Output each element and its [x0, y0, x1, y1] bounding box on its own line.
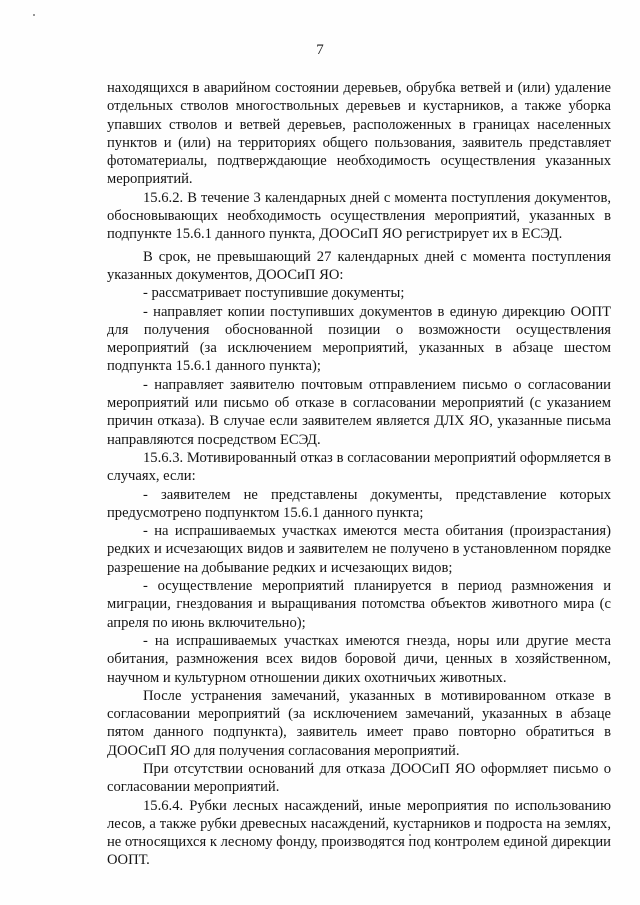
paragraph-approval-letter: При отсутствии оснований для отказа ДООСиП ЯО оформляет письмо о согласовании мероприятий. — [107, 760, 611, 796]
clause-15-6-3: 15.6.3. Мотивированный отказ в согласовании мероприятий оформляется в случаях, если: — [107, 449, 611, 485]
list-item-breeding-period: - осуществление мероприятий планируется в период размножения и миграции, гнездования и выращивания потомства объектов животного мира (с апреля по июнь включительно); — [107, 578, 611, 631]
list-item-no-documents: - заявителем не представлены документы, представление которых предусмотрено подпунктом 15.6.1 данного пункта; — [107, 486, 611, 521]
list-item-review: - рассматривает поступившие документы; — [143, 285, 405, 302]
list-item-nests: - на испрашиваемых участках имеются гнезда, норы или другие места обитания, размножения всех видов боровой дичи, ценных в хозяйственном, научном и культурном отношении диких охотничьих животных. — [107, 632, 611, 686]
document-body — [107, 79, 611, 870]
paragraph-deadline: В срок, не превышающий 27 календарных дней с момента поступления указанных документов, ДООСиП ЯО: — [107, 248, 611, 283]
scan-speck — [33, 14, 35, 16]
clause-15-6-2: 15.6.2. В течение 3 календарных дней с момента поступления документов, обосновывающих необходимость осуществления мероприятий, указанных в подпункте 15.6.1 данного пункта, ДООСиП ЯО регистрирует их в ЕСЭД. — [107, 189, 611, 243]
page-number: 7 — [316, 42, 324, 58]
clause-15-6-4: 15.6.4. Рубки лесных насаждений, иные мероприятия по использованию лесов, а также рубки древесных насаждений, кустарников и подроста на землях, не относящихся к лесному фонду, производятся под контролем единой дирекции ООПТ. — [107, 797, 611, 869]
paragraph-continuation: находящихся в аварийном состоянии деревьев, обрубка ветвей и (или) удаление отдельных стволов многоствольных деревьев и кустарников, а также уборка упавших стволов и ветвей деревьев, расположенных в границах населенных пунктов и (или) на территориях общего пользования, заявитель представляет фотоматериалы, подтверждающие необходимость осуществления указанных мероприятий. — [107, 80, 611, 188]
list-item-rare-species: - на испрашиваемых участках имеются места обитания (произрастания) редких и исчезающих видов и заявителем не получено в установленном порядке разрешение на добывание редких и исчезающих видов; — [107, 523, 611, 576]
paragraph-resubmission: После устранения замечаний, указанных в мотивированном отказе в согласовании мероприятий (за исключением замечаний, указанных в абзаце пятом данного подпункта), заявитель имеет право повторно обратиться в ДООСиП ЯО для получения согласования мероприятий. — [107, 687, 611, 759]
list-item-send-letter: - направляет заявителю почтовым отправлением письмо о согласовании мероприятий или письмо об отказе в согласовании мероприятий (с указанием причин отказа). В случае если заявителем является ДЛХ ЯО, указанные письма направляются посредством ЕСЭД. — [107, 376, 611, 448]
list-item-send-copies: - направляет копии поступивших документов в единую дирекцию ООПТ для получения обоснованной позиции о возможности осуществления мероприятий (за исключением мероприятий, указанных в абзаце шестом подпункта 15.6.1 данного пункта); — [107, 303, 611, 375]
